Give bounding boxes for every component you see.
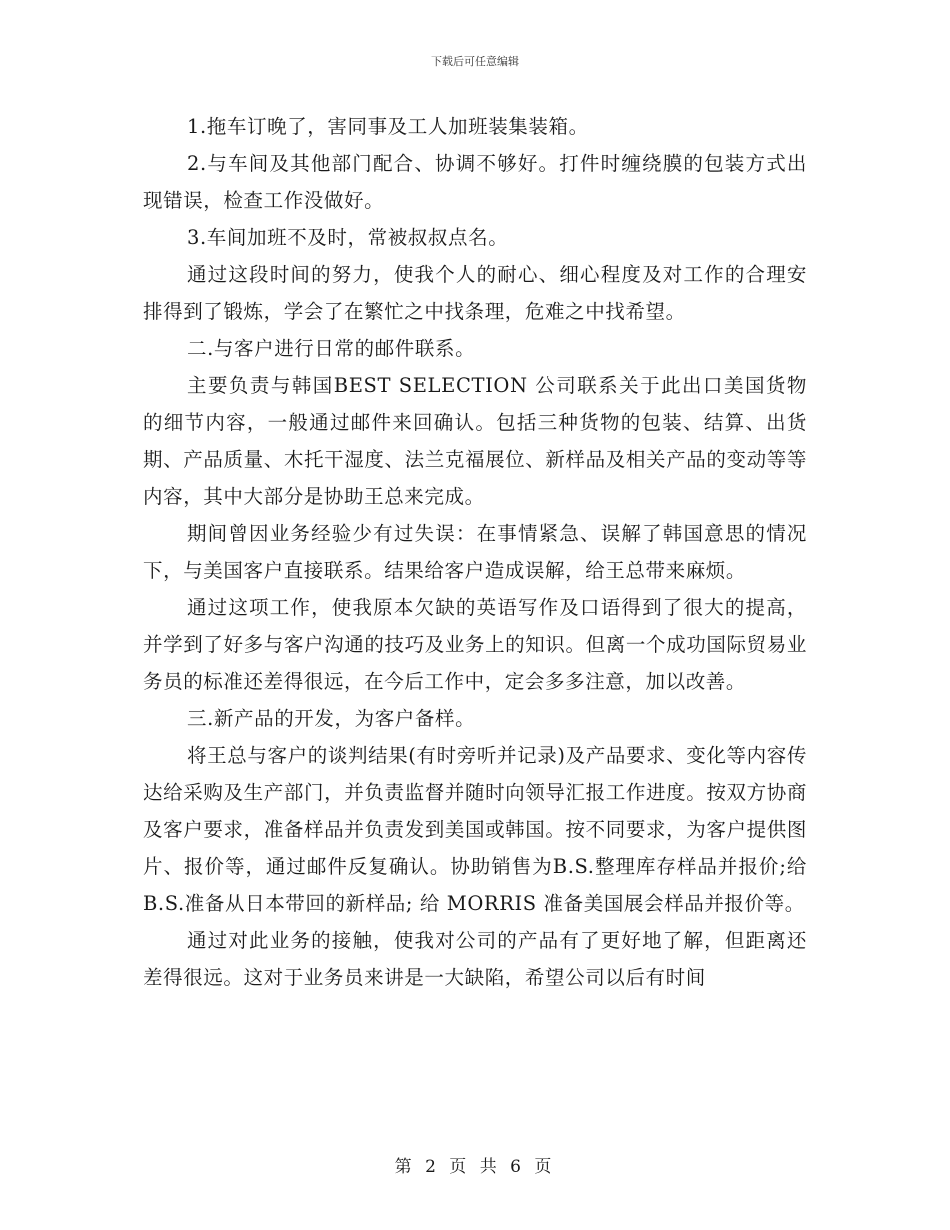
paragraph-email-duties: 主要负责与韩国BEST SELECTION 公司联系关于此出口美国货物的细节内容，一般通过邮件来回确认。包括三种货物的包装、结算、出货期、产品质量、木托干湿度、法兰克福展位、新样品及相关产品的变动等等内容，其中大部分是协助王总来完成。: [143, 374, 807, 508]
paragraph-summary-1: 通过这段时间的努力，使我个人的耐心、细心程度及对工作的合理安排得到了锻炼，学会了在繁忙之中找条理，危难之中找希望。: [143, 263, 807, 323]
paragraph-email-mistake: 期间曾因业务经验少有过失误：在事情紧急、误解了韩国意思的情况下，与美国客户直接联系。结果给客户造成误解，给王总带来麻烦。: [143, 522, 807, 582]
paragraph-issue-1: 1.拖车订晚了，害同事及工人加班装集装箱。: [187, 115, 589, 138]
section-heading-2: 二.与客户进行日常的邮件联系。: [187, 337, 476, 360]
paragraph-issue-3: 3.车间加班不及时，常被叔叔点名。: [187, 226, 509, 249]
paragraph-samples-summary: 通过对此业务的接触，使我对公司的产品有了更好地了解，但距离还差得很远。这对于业务员来讲是一大缺陷，希望公司以后有时间: [143, 929, 807, 989]
document-body: [143, 108, 807, 996]
page-header: 下载后可任意编辑: [431, 55, 519, 68]
section-heading-3: 三.新产品的开发，为客户备样。: [187, 707, 476, 730]
paragraph-issue-2: 2.与车间及其他部门配合、协调不够好。打件时缠绕膜的包装方式出现错误，检查工作没做好。: [143, 152, 807, 212]
page-number: 第 2 页 共 6 页: [394, 1157, 556, 1177]
paragraph-email-summary: 通过这项工作，使我原本欠缺的英语写作及口语得到了很大的提高，并学到了好多与客户沟通的技巧及业务上的知识。但离一个成功国际贸易业务员的标准还差得很远，在今后工作中，定会多多注意，加以改善。: [143, 596, 807, 693]
paragraph-samples-duties: 将王总与客户的谈判结果(有时旁听并记录)及产品要求、变化等内容传达给采购及生产部门，并负责监督并随时向领导汇报工作进度。按双方协商及客户要求，准备样品并负责发到美国或韩国。按不同要求，为客户提供图片、报价等，通过邮件反复确认。协助销售为B.S.整理库存样品并报价;给B.S.准备从日本带回的新样品; 给 MORRIS 准备美国展会样品并报价等。: [143, 744, 807, 915]
